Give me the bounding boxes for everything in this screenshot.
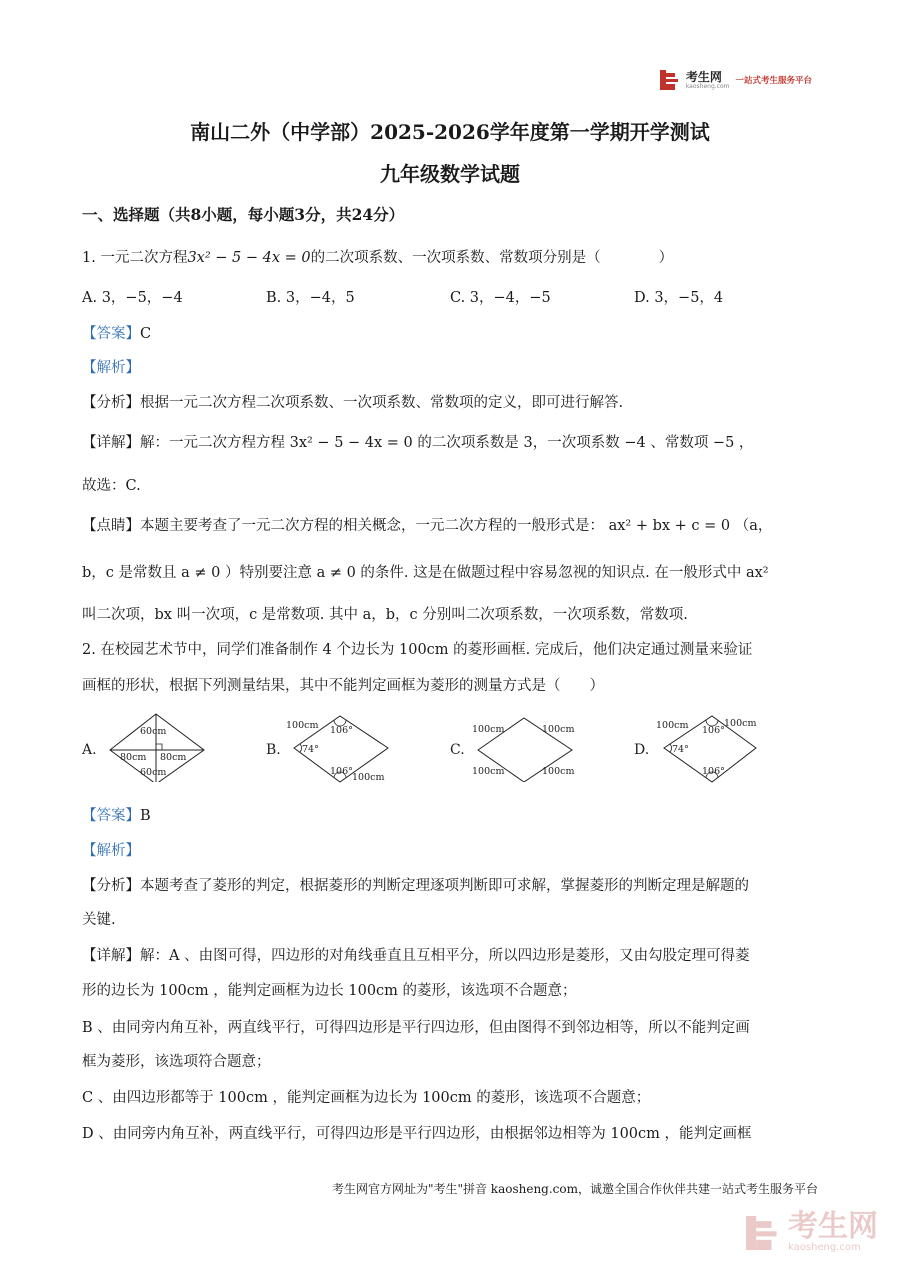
q1-dianjing-1: 【点睛】本题主要考查了一元二次方程的相关概念，一元二次方程的一般形式是： ax² + bx + c = 0 （a，: [82, 518, 773, 534]
q1-stem: [82, 248, 673, 268]
fig-a-label: A.: [82, 742, 97, 758]
logo-text-group: [686, 71, 730, 90]
fig-a-text-4: 60cm: [140, 767, 167, 778]
watermark-logo-icon: [746, 1216, 780, 1250]
q1-dianjing-3: 叫二次项，bx 叫一次项，c 是常数项. 其中 a，b，c 分别叫二次项系数，一次项系数，常数项.: [82, 607, 688, 623]
exam-subtitle: 九年级数学试题: [380, 162, 520, 186]
q2-detail-2: 形的边长为 100cm ，能判定画框为边长 100cm 的菱形，该选项不合题意；: [82, 983, 577, 999]
q2-figure-d: [634, 712, 764, 788]
fig-b-text-1: 100cm: [286, 720, 319, 731]
q2-figure-b: [266, 712, 396, 791]
q2-detail-6: D 、由同旁内角互补，两直线平行，可得四边形是平行四边形，由根据邻边相等为 100cm ，能判定画框: [82, 1126, 752, 1142]
fig-d-text-1: 100cm: [656, 720, 689, 731]
q1-answer: [82, 324, 151, 344]
q1-option-a: A. 3，−5，−4: [82, 290, 183, 306]
fig-c-text-3: 100cm: [472, 766, 505, 777]
fig-b-text-5: 100cm: [352, 772, 385, 783]
q1-option-c: C. 3，−4，−5: [450, 290, 551, 306]
q2-analysis-tag: 【解析】: [82, 843, 140, 859]
q2-detail-1: 【详解】解：A 、由图可得，四边形的对角线垂直且互相平分，所以四边形是菱形，又由勾股定理可得菱: [82, 948, 750, 964]
header-slogan: 一站式考生服务平台: [735, 76, 812, 86]
q1-option-b: B. 3，−4，5: [266, 290, 355, 306]
watermark: [746, 1209, 878, 1253]
q2-figure-c: [450, 712, 580, 786]
q1-analysis-tag: 【解析】: [82, 360, 140, 376]
kaosheng-logo-icon: [660, 70, 680, 90]
fig-d-text-2: 106°: [702, 725, 725, 736]
q2-fenxi-2: 关键.: [82, 912, 116, 928]
q2-detail-4: 框为菱形，该选项符合题意；: [82, 1054, 271, 1070]
q2-answer-value: B: [140, 808, 151, 824]
q2-stem-1: 2. 在校园艺术节中，同学们准备制作 4 个边长为 100cm 的菱形画框. 完成后，他们决定通过测量来验证: [82, 642, 753, 658]
fig-d-text-3: 100cm: [724, 718, 757, 729]
fig-c-text-4: 100cm: [542, 766, 575, 777]
fig-a-text-1: 60cm: [140, 726, 167, 737]
section-heading: 一、选择题（共8小题，每小题3分，共24分）: [82, 205, 405, 224]
q1-option-d: D. 3，−5，4: [634, 290, 724, 306]
q2-fenxi-1: 【分析】本题考查了菱形的判定，根据菱形的判断定理逐项判断即可求解，掌握菱形的判断定理是解题的: [82, 878, 749, 894]
q1-equation: 3x² − 5 − 4x = 0: [187, 250, 311, 266]
q2-detail-5: C 、由四边形都等于 100cm ，能判定画框为边长为 100cm 的菱形，该选项不合题意；: [82, 1090, 651, 1106]
q1-answer-value: C: [140, 326, 152, 342]
exam-title: 南山二外（中学部）2025-2026学年度第一学期开学测试: [190, 120, 710, 144]
watermark-text: 考生网: [788, 1209, 878, 1244]
q1-fenxi: 【分析】根据一元二次方程二次项系数、一次项系数、常数项的定义，即可进行解答.: [82, 395, 624, 411]
q2-figure-a: [82, 712, 212, 786]
q2-answer-tag: 【答案】: [82, 808, 140, 824]
fig-d-label: D.: [634, 742, 650, 758]
fig-a-text-3: 80cm: [160, 752, 187, 763]
q1-dianjing-2: b，c 是常数且 a ≠ 0 ）特别要注意 a ≠ 0 的条件. 这是在做题过程中容易忽视的知识点. 在一般形式中 ax²: [82, 565, 769, 581]
fig-c-text-1: 100cm: [472, 724, 505, 735]
logo-domain: kaosheng.com: [685, 82, 730, 90]
site-header: [660, 70, 812, 90]
q1-answer-tag: 【答案】: [82, 326, 140, 342]
fig-d-text-5: 106°: [702, 766, 725, 777]
fig-b-text-3: 74°: [302, 744, 319, 755]
fig-d-text-4: 74°: [672, 744, 689, 755]
fig-b-text-4: 106°: [330, 766, 353, 777]
q1-stem-post: 的二次项系数、一次项系数、常数项分别是（ ）: [310, 250, 674, 266]
q2-stem-2: 画框的形状，根据下列测量结果，其中不能判定画框为菱形的测量方式是（ ）: [82, 678, 604, 694]
page-footer: 考生网官方网址为"考生"拼音 kaosheng.com，诚邀全国合作伙伴共建一站式考生服务平台: [331, 1182, 818, 1196]
q2-answer: [82, 806, 151, 826]
watermark-sub: kaosheng.com: [788, 1242, 861, 1253]
fig-b-label: B.: [266, 742, 281, 758]
q1-detail: 【详解】解：一元二次方程方程 3x² − 5 − 4x = 0 的二次项系数是 3，一次项系数 −4 、常数项 −5 ，: [82, 435, 754, 451]
fig-c-label: C.: [450, 742, 465, 758]
fig-a-text-2: 80cm: [120, 752, 147, 763]
fig-b-text-2: 106°: [330, 725, 353, 736]
logo-name: 考生网: [685, 69, 722, 84]
q1-stem-pre: 1. 一元二次方程: [82, 250, 188, 266]
fig-c-text-2: 100cm: [542, 724, 575, 735]
q2-detail-3: B 、由同旁内角互补，两直线平行，可得四边形是平行四边形，但由图得不到邻边相等，所以不能判定画: [82, 1020, 750, 1036]
q1-conclusion: 故选：C.: [82, 478, 141, 494]
